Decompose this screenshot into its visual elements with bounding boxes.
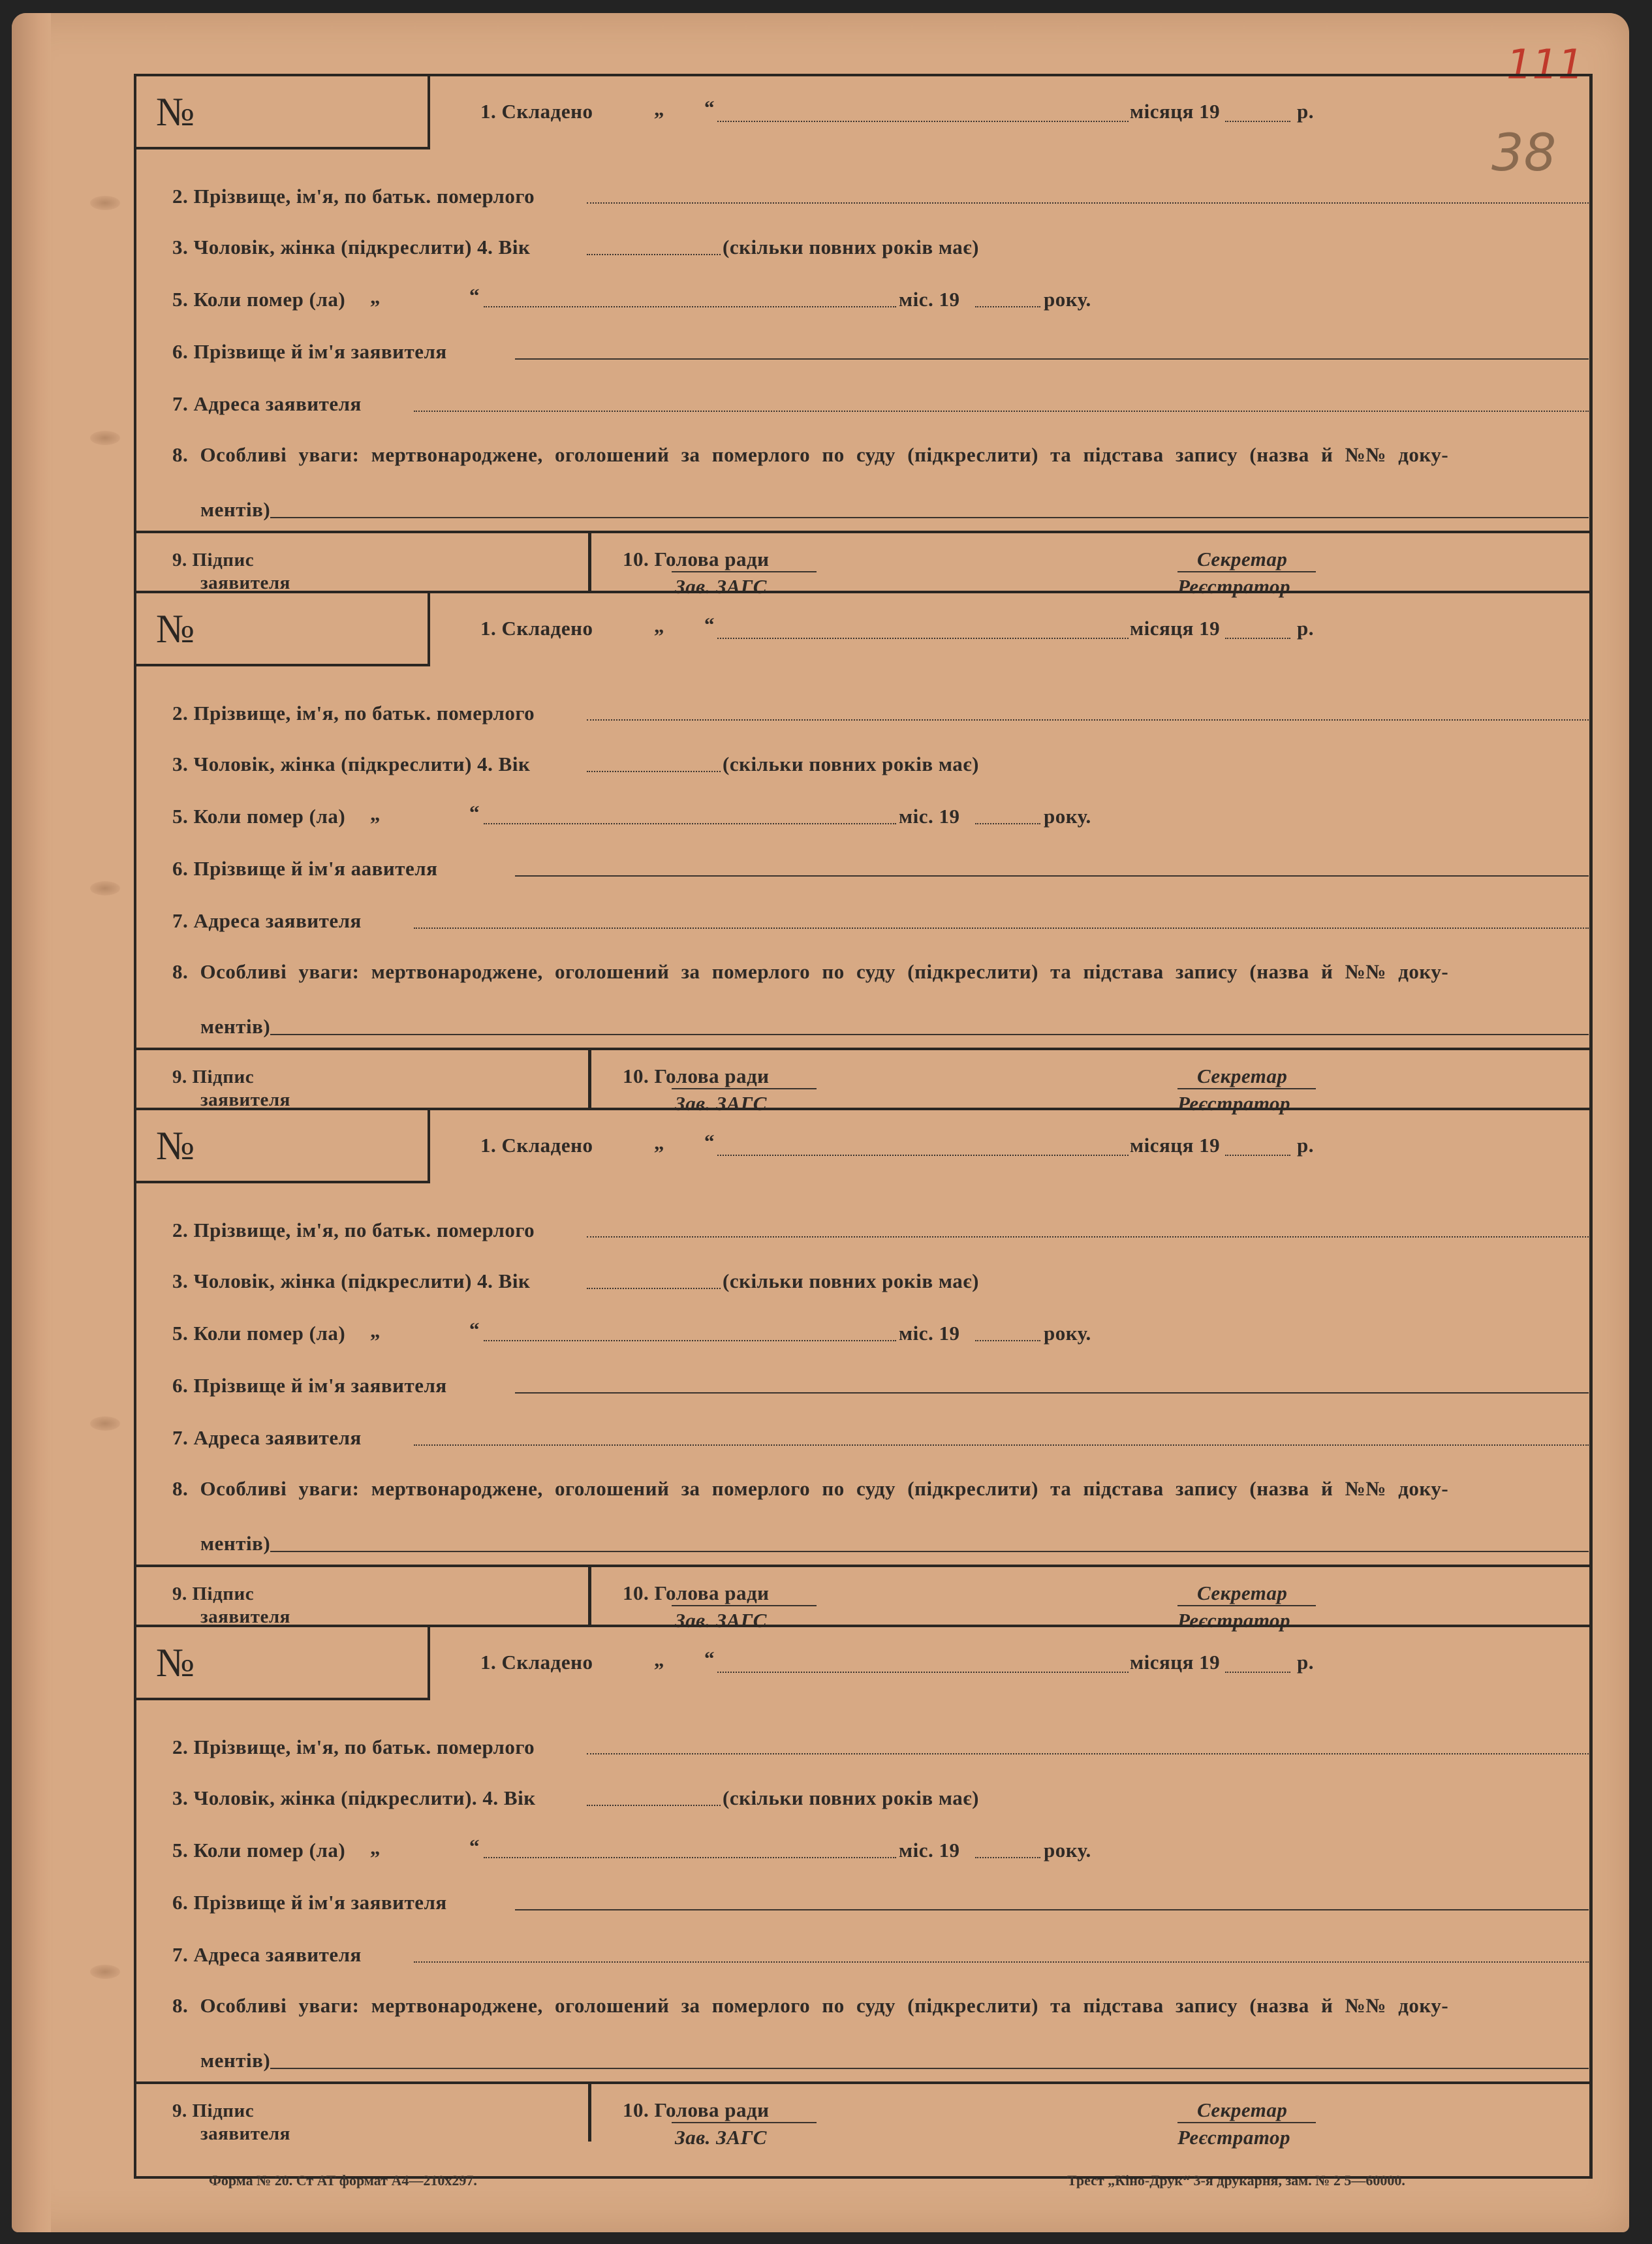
year-suffix: р. <box>1297 1134 1314 1157</box>
death-month-label: міс. 19 <box>899 805 960 828</box>
deceased-name-label: 2. Прізвище, ім'я, по батьк. померлого <box>172 702 535 725</box>
chair-label: 10. Голова ради <box>623 1065 770 1087</box>
applicant-name-label: 6. Прізвище й ім'я заявителя <box>172 340 447 363</box>
compiled-year-field[interactable] <box>1225 121 1290 122</box>
quote-open: „ <box>654 614 664 637</box>
death-year-suffix: року. <box>1044 1839 1091 1862</box>
secretary-signature-line[interactable] <box>1177 1088 1316 1089</box>
quote-open: „ <box>370 802 381 825</box>
month-label: місяця 19 <box>1130 617 1221 640</box>
quote-close: “ <box>469 801 480 824</box>
binding-hole <box>90 196 120 210</box>
death-year-field[interactable] <box>975 306 1040 307</box>
registry-head-label: Зав. ЗАГС <box>675 2126 767 2149</box>
compiled-label: 1. Складено <box>480 1134 593 1157</box>
compiled-year-field[interactable] <box>1225 1155 1290 1156</box>
secretary-label: Секретар <box>1197 548 1288 570</box>
quote-close: “ <box>704 1647 715 1670</box>
sex-age-label: 3. Чоловік, жінка (підкреслити) 4. Вік <box>172 236 531 258</box>
month-label: місяця 19 <box>1130 1651 1221 1674</box>
red-page-number: 111 <box>1506 40 1584 88</box>
signature-row-divider <box>136 1048 1589 1050</box>
compiled-day-field[interactable] <box>717 1672 1129 1673</box>
applicant-signature-label-2: заявителя <box>200 1606 290 1627</box>
death-month-label: міс. 19 <box>899 1839 960 1862</box>
quote-open: „ <box>654 97 664 120</box>
chair-signature-line[interactable] <box>672 2122 817 2123</box>
record-number-box[interactable] <box>136 1110 430 1183</box>
age-field[interactable] <box>587 254 721 255</box>
secretary-label: Секретар <box>1197 2098 1288 2121</box>
death-date-label: 5. Коли помер (ла) <box>172 1839 346 1862</box>
applicant-name-field[interactable] <box>515 875 1589 877</box>
quote-close: “ <box>704 1130 715 1153</box>
special-notes-field[interactable] <box>270 1034 1589 1035</box>
registry-head-label: Зав. ЗАГС <box>675 1609 767 1632</box>
applicant-address-field[interactable] <box>414 1961 1589 1963</box>
death-day-field[interactable] <box>484 1857 896 1858</box>
registry-head-label: Зав. ЗАГС <box>675 1092 767 1115</box>
year-suffix: р. <box>1297 100 1314 123</box>
month-label: місяця 19 <box>1130 1134 1221 1157</box>
compiled-year-field[interactable] <box>1225 1672 1290 1673</box>
year-suffix: р. <box>1297 617 1314 640</box>
record-number-box[interactable] <box>136 593 430 666</box>
applicant-address-label: 7. Адреса заявителя <box>172 392 362 415</box>
compiled-day-field[interactable] <box>717 638 1129 639</box>
sex-age-label: 3. Чоловік, жінка (підкреслити). 4. Вік <box>172 1786 536 1809</box>
record-number-box[interactable] <box>136 1627 430 1700</box>
registrar-label: Реєстратор <box>1177 575 1291 598</box>
number-sign: № <box>156 607 195 651</box>
secretary-signature-line[interactable] <box>1177 571 1316 572</box>
special-notes-cont: ментів) <box>200 1015 271 1038</box>
signature-column-divider <box>588 1566 591 1625</box>
death-record <box>136 1110 1589 1632</box>
applicant-signature-label-2: заявителя <box>200 572 290 593</box>
deceased-name-field[interactable] <box>587 1236 1589 1238</box>
registrar-label: Реєстратор <box>1177 1609 1291 1632</box>
signature-row-divider <box>136 531 1589 533</box>
deceased-name-field[interactable] <box>587 1753 1589 1754</box>
applicant-signature-label: 9. Підпис <box>172 550 255 570</box>
chair-label: 10. Голова ради <box>623 2098 770 2121</box>
registrar-label: Реєстратор <box>1177 1092 1291 1115</box>
applicant-address-label: 7. Адреса заявителя <box>172 909 362 932</box>
compiled-day-field[interactable] <box>717 1155 1129 1156</box>
quote-close: “ <box>469 284 480 307</box>
chair-label-wrap <box>623 548 770 571</box>
death-day-field[interactable] <box>484 306 896 307</box>
quote-open: „ <box>370 1319 381 1342</box>
sex-age-label: 3. Чоловік, жінка (підкреслити) 4. Вік <box>172 753 531 775</box>
age-hint: (скільки повних років має) <box>723 1270 979 1292</box>
applicant-name-label: 6. Прізвище й ім'я заявителя <box>172 1891 447 1914</box>
special-notes-label: 8. Особливі уваги: мертвонароджене, оголошений за померлого по суду (підкреслити) та підстава запису (назва й №№ доку- <box>172 443 1449 466</box>
deceased-name-label: 2. Прізвище, ім'я, по батьк. померлого <box>172 1219 535 1241</box>
death-date-label: 5. Коли помер (ла) <box>172 1322 346 1345</box>
special-notes-field[interactable] <box>270 1551 1589 1552</box>
footer-printer: Трест „Кіно-Друк“ 3-я друкарня, зам. № 2 5—60000. <box>1067 2172 1405 2189</box>
number-sign: № <box>156 90 195 134</box>
applicant-signature-label: 9. Підпис <box>172 1583 255 1604</box>
special-notes-cont: ментів) <box>200 1532 271 1555</box>
record-number-box[interactable] <box>136 76 430 149</box>
binding-hole <box>90 431 120 445</box>
registrar-label: Реєстратор <box>1177 2126 1291 2149</box>
age-field[interactable] <box>587 771 721 772</box>
pencil-page-number: 38 <box>1491 124 1557 183</box>
compiled-label: 1. Складено <box>480 617 593 640</box>
death-day-field[interactable] <box>484 1340 896 1341</box>
death-year-field[interactable] <box>975 823 1040 824</box>
age-hint: (скільки повних років має) <box>723 753 979 775</box>
death-record <box>136 76 1589 598</box>
quote-open: „ <box>370 285 381 308</box>
quote-open: „ <box>654 1648 664 1671</box>
binding-hole <box>90 1416 120 1431</box>
compiled-label: 1. Складено <box>480 1651 593 1674</box>
applicant-signature-label: 9. Підпис <box>172 1067 255 1087</box>
signature-column-divider <box>588 2083 591 2142</box>
chair-label-wrap <box>623 1582 770 1605</box>
special-notes-cont: ментів) <box>200 498 271 521</box>
death-year-suffix: року. <box>1044 1322 1091 1345</box>
deceased-name-label: 2. Прізвище, ім'я, по батьк. померлого <box>172 185 535 208</box>
deceased-name-label: 2. Прізвище, ім'я, по батьк. померлого <box>172 1736 535 1758</box>
quote-open: „ <box>370 1836 381 1859</box>
chair-signature-line[interactable] <box>672 1605 817 1606</box>
applicant-address-label: 7. Адреса заявителя <box>172 1426 362 1449</box>
applicant-address-field[interactable] <box>414 1444 1589 1446</box>
age-field[interactable] <box>587 1805 721 1806</box>
footer-form-number: Форма № 20. Ст АТ формат А4—210х297. <box>209 2172 477 2189</box>
applicant-name-field[interactable] <box>515 1909 1589 1910</box>
secretary-signature-line[interactable] <box>1177 2122 1316 2123</box>
month-label: місяця 19 <box>1130 100 1221 123</box>
death-register-form <box>134 74 1593 2179</box>
age-hint: (скільки повних років має) <box>723 1786 979 1809</box>
chair-label-wrap <box>623 1065 770 1088</box>
year-suffix: р. <box>1297 1651 1314 1674</box>
death-year-suffix: року. <box>1044 805 1091 828</box>
applicant-signature-label-2: заявителя <box>200 2123 290 2144</box>
applicant-name-field[interactable] <box>515 358 1589 360</box>
chair-label: 10. Голова ради <box>623 1582 770 1604</box>
applicant-address-label: 7. Адреса заявителя <box>172 1943 362 1966</box>
quote-close: “ <box>469 1835 480 1858</box>
applicant-signature-label: 9. Підпис <box>172 2100 255 2121</box>
signature-row-divider <box>136 1565 1589 1567</box>
death-month-label: міс. 19 <box>899 1322 960 1345</box>
binding-hole <box>90 881 120 896</box>
applicant-address-field[interactable] <box>414 411 1589 412</box>
signature-column-divider <box>588 1049 591 1108</box>
applicant-name-label: 6. Прізвище й ім'я аавителя <box>172 857 438 880</box>
applicant-name-label: 6. Прізвище й ім'я заявителя <box>172 1374 447 1397</box>
special-notes-cont: ментів) <box>200 2049 271 2072</box>
death-record <box>136 1627 1589 2149</box>
number-sign: № <box>156 1641 195 1685</box>
age-field[interactable] <box>587 1288 721 1289</box>
applicant-signature-label-2: заявителя <box>200 1089 290 1110</box>
death-date-label: 5. Коли помер (ла) <box>172 805 346 828</box>
death-year-field[interactable] <box>975 1857 1040 1858</box>
special-notes-label: 8. Особливі уваги: мертвонароджене, оголошений за померлого по суду (підкреслити) та підстава запису (назва й №№ доку- <box>172 1994 1449 2017</box>
special-notes-field[interactable] <box>270 517 1589 518</box>
deceased-name-field[interactable] <box>587 202 1589 204</box>
signature-column-divider <box>588 532 591 591</box>
secretary-label: Секретар <box>1197 1065 1288 1087</box>
chair-signature-line[interactable] <box>672 571 817 572</box>
secretary-label: Секретар <box>1197 1582 1288 1604</box>
death-record <box>136 593 1589 1115</box>
death-month-label: міс. 19 <box>899 288 960 311</box>
special-notes-label: 8. Особливі уваги: мертвонароджене, оголошений за померлого по суду (підкреслити) та підстава запису (назва й №№ доку- <box>172 1477 1449 1500</box>
quote-close: “ <box>704 613 715 636</box>
compiled-day-field[interactable] <box>717 121 1129 122</box>
number-sign: № <box>156 1124 195 1168</box>
deceased-name-field[interactable] <box>587 719 1589 721</box>
death-year-suffix: року. <box>1044 288 1091 311</box>
sex-age-label: 3. Чоловік, жінка (підкреслити) 4. Вік <box>172 1270 531 1292</box>
special-notes-field[interactable] <box>270 2068 1589 2069</box>
secretary-signature-line[interactable] <box>1177 1605 1316 1606</box>
quote-close: “ <box>469 1318 480 1341</box>
death-date-label: 5. Коли помер (ла) <box>172 288 346 311</box>
chair-signature-line[interactable] <box>672 1088 817 1089</box>
quote-open: „ <box>654 1131 664 1154</box>
special-notes-label: 8. Особливі уваги: мертвонароджене, оголошений за померлого по суду (підкреслити) та підстава запису (назва й №№ доку- <box>172 960 1449 983</box>
death-year-field[interactable] <box>975 1340 1040 1341</box>
binding-edge <box>12 13 51 2232</box>
age-hint: (скільки повних років має) <box>723 236 979 258</box>
applicant-address-field[interactable] <box>414 927 1589 929</box>
binding-hole <box>90 1965 120 1979</box>
compiled-year-field[interactable] <box>1225 638 1290 639</box>
applicant-name-field[interactable] <box>515 1392 1589 1394</box>
chair-label: 10. Голова ради <box>623 548 770 570</box>
quote-close: “ <box>704 96 715 119</box>
registry-head-label: Зав. ЗАГС <box>675 575 767 598</box>
compiled-label: 1. Складено <box>480 100 593 123</box>
death-day-field[interactable] <box>484 823 896 824</box>
signature-row-divider <box>136 2081 1589 2084</box>
chair-label-wrap <box>623 2098 770 2122</box>
